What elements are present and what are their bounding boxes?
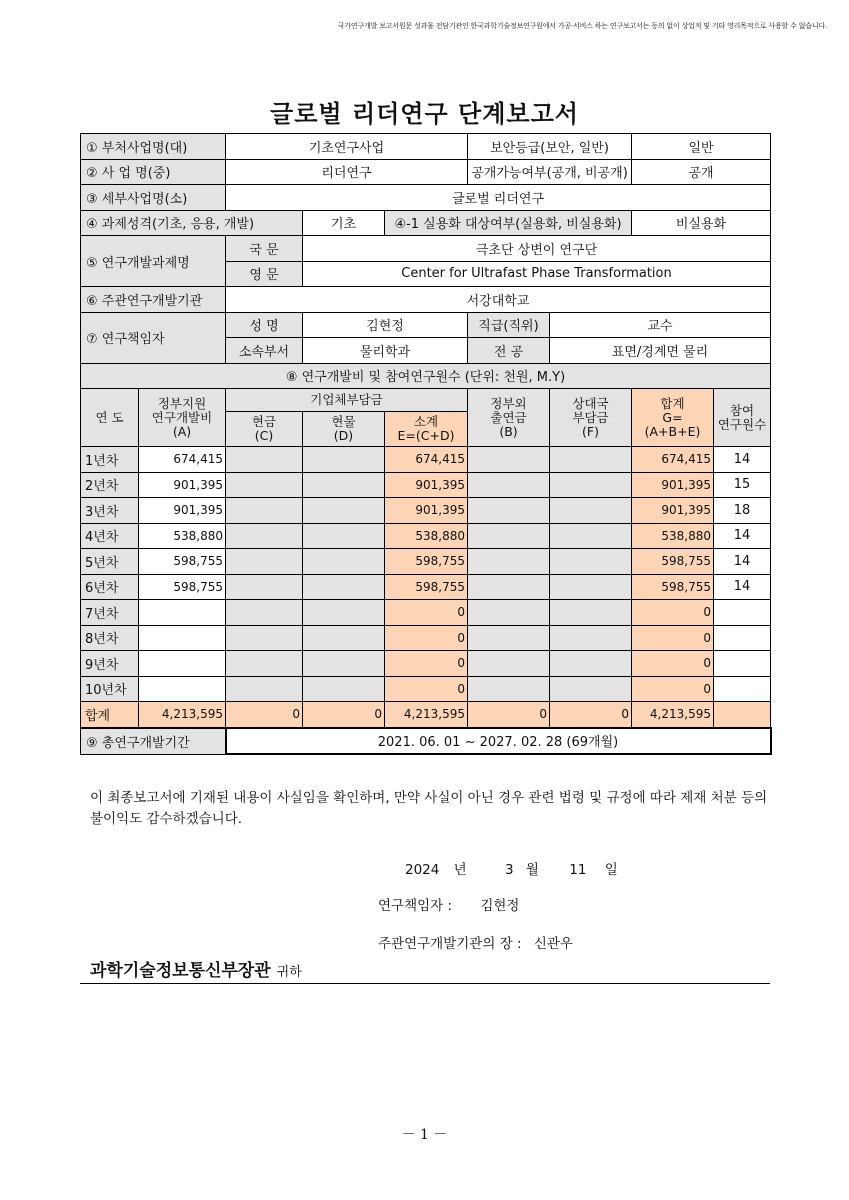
budget-cell-researchers <box>714 625 771 651</box>
divider-line <box>80 983 770 984</box>
sum-in-kind: 0 <box>303 702 385 728</box>
pi-major-label: 전 공 <box>468 338 550 364</box>
budget-cell-year: 5년차 <box>81 549 139 575</box>
budget-cell-cash <box>226 676 303 702</box>
budget-cell-nongov <box>468 676 550 702</box>
pi-major-value: 표면/경계면 물리 <box>550 338 771 364</box>
budget-row <box>81 651 771 677</box>
budget-cell-counterpart <box>550 523 632 549</box>
budget-cell-subtotal: 674,415 <box>385 447 468 473</box>
budget-cell-cash <box>226 498 303 524</box>
budget-cell-total: 0 <box>632 651 714 677</box>
ministry-program-value: 기초연구사업 <box>226 134 468 160</box>
pi-dept-label: 소속부서 <box>226 338 303 364</box>
budget-cell-total: 598,755 <box>632 574 714 600</box>
pi-name-label: 성 명 <box>226 312 303 338</box>
budget-cell-counterpart <box>550 600 632 626</box>
budget-cell-inkind <box>303 523 385 549</box>
date-year: 2024 <box>405 862 440 878</box>
budget-cell-cash <box>226 574 303 600</box>
budget-cell-subtotal: 0 <box>385 600 468 626</box>
budget-cell-gov <box>139 651 226 677</box>
budget-cell-total: 598,755 <box>632 549 714 575</box>
sum-gov: 4,213,595 <box>139 702 226 728</box>
recipient-suffix: 귀하 <box>276 965 302 980</box>
row-project-title-kor <box>81 236 771 262</box>
budget-rows <box>81 447 771 702</box>
budget-cell-total: 0 <box>632 625 714 651</box>
pi-signature-name: 김현정 <box>480 898 520 914</box>
budget-cell-gov: 901,395 <box>139 472 226 498</box>
date-month-unit: 월 <box>525 862 539 878</box>
budget-cell-cash <box>226 549 303 575</box>
budget-cell-year: 3년차 <box>81 498 139 524</box>
head-signature-name: 신관우 <box>533 936 573 952</box>
budget-cell-counterpart <box>550 625 632 651</box>
budget-cell-gov: 674,415 <box>139 447 226 473</box>
budget-cell-gov <box>139 625 226 651</box>
budget-cell-nongov <box>468 574 550 600</box>
budget-cell-inkind <box>303 472 385 498</box>
budget-cell-total: 0 <box>632 676 714 702</box>
report-info-table <box>80 133 772 755</box>
copyright-notice: 국가연구개발 보고서원문 성과물 전담기관인 한국과학기술정보연구원에서 가공·서비스 하는 연구보고서는 동의 없이 상업적 및 기타 영리목적으로 사용할 수 없습니다. <box>337 22 827 30</box>
pi-signature-label: 연구책임자 : <box>378 898 453 914</box>
pi-position-label: 직급(직위) <box>468 312 550 338</box>
budget-cell-researchers <box>714 651 771 677</box>
budget-cell-inkind <box>303 498 385 524</box>
publicity-value: 공개 <box>632 159 771 185</box>
budget-cell-gov: 901,395 <box>139 498 226 524</box>
budget-cell-researchers: 15 <box>714 472 771 498</box>
pi-position-value: 교수 <box>550 312 771 338</box>
row-pi-name <box>81 312 771 338</box>
budget-cell-researchers: 14 <box>714 574 771 600</box>
company-share-header: 기업체부담금 <box>226 389 468 412</box>
date-month: 3 <box>505 862 514 878</box>
confirmation-statement: 이 최종보고서에 기재된 내용이 사실임을 확인하며, 만약 사실이 아닌 경우 관련 법령 및 규정에 따라 제재 처분 등의 불이익도 감수하겠습니다. <box>90 790 768 827</box>
budget-cell-inkind <box>303 549 385 575</box>
budget-cell-year: 4년차 <box>81 523 139 549</box>
row-program <box>81 159 771 185</box>
budget-cell-nongov <box>468 625 550 651</box>
budget-cell-subtotal: 0 <box>385 651 468 677</box>
budget-row <box>81 574 771 600</box>
recipient <box>90 956 302 981</box>
budget-cell-counterpart <box>550 472 632 498</box>
budget-cell-total: 0 <box>632 600 714 626</box>
institution-label: ⑥ 주관연구개발기관 <box>81 287 226 313</box>
non-gov-header: 정부외 출연금 (B) <box>468 389 550 447</box>
total-header: 합계 G=(A+B+E) <box>632 389 714 447</box>
budget-cell-nongov <box>468 523 550 549</box>
budget-cell-inkind <box>303 651 385 677</box>
budget-cell-cash <box>226 447 303 473</box>
budget-cell-counterpart <box>550 676 632 702</box>
head-signature <box>378 932 573 952</box>
budget-cell-total: 901,395 <box>632 498 714 524</box>
researchers-header: 참여 연구원수 <box>714 389 771 447</box>
budget-row <box>81 472 771 498</box>
program-value: 리더연구 <box>226 159 468 185</box>
sub-program-label: ③ 세부사업명(소) <box>81 185 226 211</box>
budget-cell-inkind <box>303 600 385 626</box>
year-header: 연 도 <box>81 389 139 447</box>
page-number: － 1 － <box>401 1127 448 1143</box>
budget-cell-year: 2년차 <box>81 472 139 498</box>
budget-cell-inkind <box>303 676 385 702</box>
budget-cell-total: 674,415 <box>632 447 714 473</box>
korean-title-value: 극초단 상변이 연구단 <box>303 236 771 262</box>
period-value: 2021. 06. 01 ~ 2027. 02. 28 (69개월) <box>226 728 771 755</box>
row-budget-title <box>81 363 771 389</box>
sub-program-value: 글로벌 리더연구 <box>226 185 771 211</box>
row-sub-program <box>81 185 771 211</box>
budget-row <box>81 676 771 702</box>
pi-label: ⑦ 연구책임자 <box>81 312 226 363</box>
budget-cell-cash <box>226 625 303 651</box>
budget-cell-year: 10년차 <box>81 676 139 702</box>
security-level-value: 일반 <box>632 134 771 160</box>
program-label: ② 사 업 명(중) <box>81 159 226 185</box>
sum-researchers <box>714 702 771 728</box>
budget-cell-subtotal: 0 <box>385 676 468 702</box>
commercialization-label: ④-1 실용화 대상여부(실용화, 비실용화) <box>385 210 632 236</box>
date-year-unit: 년 <box>453 862 467 878</box>
pi-dept-value: 물리학과 <box>303 338 468 364</box>
budget-cell-inkind <box>303 574 385 600</box>
project-type-label: ④ 과제성격(기초, 응용, 개발) <box>81 210 303 236</box>
budget-row <box>81 600 771 626</box>
budget-cell-subtotal: 0 <box>385 625 468 651</box>
date-day: 11 <box>569 862 587 878</box>
budget-section-title: ⑧ 연구개발비 및 참여연구원수 (단위: 천원, M.Y) <box>81 363 771 389</box>
budget-cell-gov: 598,755 <box>139 574 226 600</box>
row-ministry-program <box>81 134 771 160</box>
budget-cell-researchers: 14 <box>714 523 771 549</box>
budget-cell-gov <box>139 600 226 626</box>
budget-cell-nongov <box>468 600 550 626</box>
budget-cell-year: 7년차 <box>81 600 139 626</box>
publicity-label: 공개가능여부(공개, 비공개) <box>468 159 632 185</box>
budget-cell-cash <box>226 523 303 549</box>
budget-cell-year: 9년차 <box>81 651 139 677</box>
project-type-value: 기초 <box>303 210 385 236</box>
budget-cell-gov: 538,880 <box>139 523 226 549</box>
budget-cell-subtotal: 901,395 <box>385 498 468 524</box>
budget-cell-researchers <box>714 676 771 702</box>
sum-counterpart: 0 <box>550 702 632 728</box>
budget-cell-nongov <box>468 447 550 473</box>
period-label: ⑨ 총연구개발기간 <box>81 728 226 755</box>
pi-signature <box>378 894 519 914</box>
budget-cell-counterpart <box>550 498 632 524</box>
subtotal-header: 소계 E=(C+D) <box>385 412 468 447</box>
budget-cell-year: 6년차 <box>81 574 139 600</box>
budget-cell-nongov <box>468 498 550 524</box>
sum-subtotal: 4,213,595 <box>385 702 468 728</box>
date-day-unit: 일 <box>604 862 618 878</box>
budget-cell-subtotal: 901,395 <box>385 472 468 498</box>
budget-cell-inkind <box>303 625 385 651</box>
budget-row <box>81 447 771 473</box>
budget-cell-total: 901,395 <box>632 472 714 498</box>
budget-cell-subtotal: 598,755 <box>385 574 468 600</box>
budget-row <box>81 625 771 651</box>
budget-cell-cash <box>226 600 303 626</box>
gov-funding-header: 정부지원 연구개발비 (A) <box>139 389 226 447</box>
cash-header: 현금 (C) <box>226 412 303 447</box>
recipient-name: 과학기술정보통신부장관 <box>90 961 271 981</box>
row-period <box>81 728 771 755</box>
budget-cell-subtotal: 538,880 <box>385 523 468 549</box>
korean-title-label: 국 문 <box>226 236 303 262</box>
sum-total: 4,213,595 <box>632 702 714 728</box>
budget-cell-counterpart <box>550 574 632 600</box>
budget-cell-year: 8년차 <box>81 625 139 651</box>
report-date <box>405 858 618 878</box>
budget-cell-nongov <box>468 472 550 498</box>
security-level-label: 보안등급(보안, 일반) <box>468 134 632 160</box>
budget-row <box>81 523 771 549</box>
english-title-label: 영 문 <box>226 261 303 287</box>
budget-cell-year: 1년차 <box>81 447 139 473</box>
budget-cell-counterpart <box>550 447 632 473</box>
budget-cell-gov: 598,755 <box>139 549 226 575</box>
english-title-value: Center for Ultrafast Phase Transformation <box>303 261 771 287</box>
budget-cell-gov <box>139 676 226 702</box>
budget-header-row-1 <box>81 389 771 412</box>
report-title: 글로벌 리더연구 단계보고서 <box>270 100 579 128</box>
budget-cell-total: 538,880 <box>632 523 714 549</box>
budget-row <box>81 498 771 524</box>
budget-cell-cash <box>226 472 303 498</box>
budget-cell-counterpart <box>550 549 632 575</box>
project-title-label: ⑤ 연구개발과제명 <box>81 236 226 287</box>
institution-value: 서강대학교 <box>226 287 771 313</box>
budget-cell-inkind <box>303 447 385 473</box>
row-institution <box>81 287 771 313</box>
budget-cell-nongov <box>468 549 550 575</box>
head-signature-label: 주관연구개발기관의 장 : <box>378 936 522 952</box>
budget-cell-counterpart <box>550 651 632 677</box>
budget-cell-cash <box>226 651 303 677</box>
sum-label: 합계 <box>81 702 139 728</box>
budget-cell-researchers: 14 <box>714 447 771 473</box>
counterpart-header: 상대국 부담금 (F) <box>550 389 632 447</box>
sum-cash: 0 <box>226 702 303 728</box>
budget-cell-subtotal: 598,755 <box>385 549 468 575</box>
budget-cell-researchers: 18 <box>714 498 771 524</box>
pi-name-value: 김현정 <box>303 312 468 338</box>
sum-non-gov: 0 <box>468 702 550 728</box>
commercialization-value: 비실용화 <box>632 210 771 236</box>
row-project-type <box>81 210 771 236</box>
budget-row <box>81 549 771 575</box>
budget-sum-row <box>81 702 771 728</box>
budget-cell-nongov <box>468 651 550 677</box>
in-kind-header: 현물 (D) <box>303 412 385 447</box>
budget-cell-researchers <box>714 600 771 626</box>
ministry-program-label: ① 부처사업명(대) <box>81 134 226 160</box>
budget-cell-researchers: 14 <box>714 549 771 575</box>
